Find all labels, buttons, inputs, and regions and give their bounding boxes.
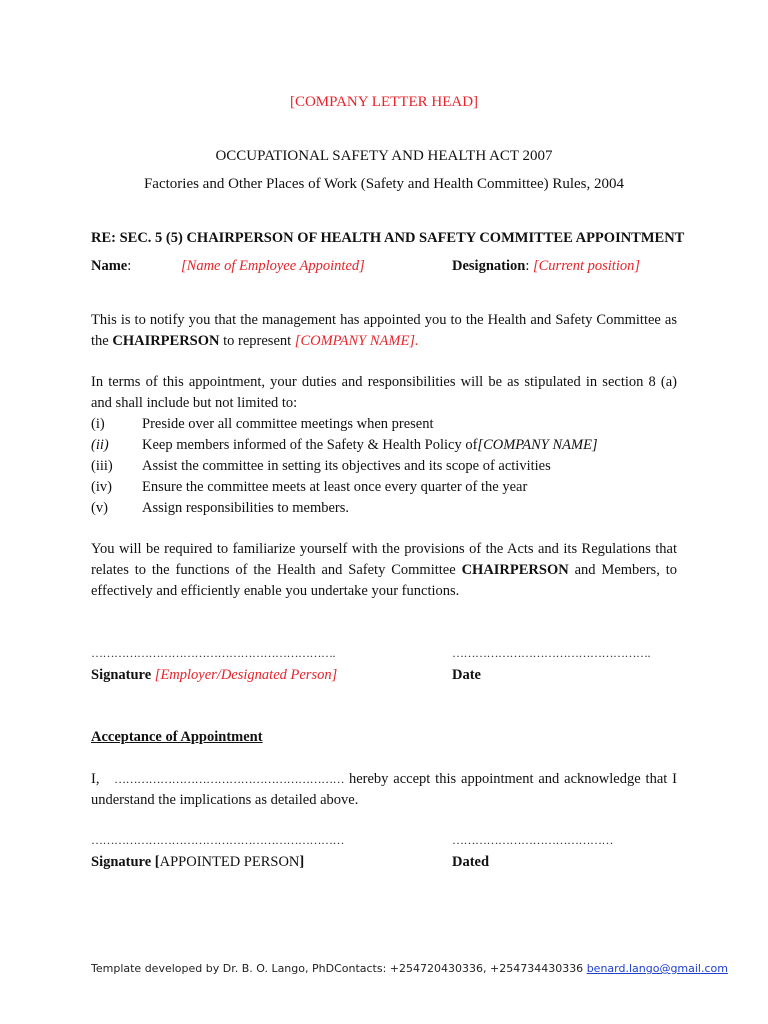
list-item: (iii) Assist the committee in setting its objectives and its scope of activities	[91, 458, 551, 474]
notify-paragraph	[91, 310, 677, 352]
appointee-role: APPOINTED PERSON	[159, 854, 300, 870]
acceptance-paragraph	[91, 769, 677, 811]
designation-label: Designation	[452, 258, 526, 274]
notify-role: CHAIRPERSON	[112, 333, 220, 349]
acceptance-name-line: ……………………………………………………	[114, 772, 345, 786]
notify-text-2: to represent	[219, 333, 295, 349]
notify-text-1: This is to notify you that the management has appointed you to the Health and Safety Committee as the	[91, 312, 677, 349]
company-name-placeholder: [COMPANY NAME].	[294, 333, 419, 349]
name-value: [Name of Employee Appointed]	[181, 258, 365, 274]
rules-line: Factories and Other Places of Work (Safety and Health Committee) Rules, 2004	[143, 176, 625, 192]
acceptance-text-start: I,	[91, 771, 100, 787]
familiarize-text-1: You will be required to familiarize yourself with the provisions of the Acts and its Regulations that relates to the functions of the Health and Safety Committee	[91, 541, 677, 578]
list-item: (ii) Keep members informed of the Safety & Health Policy of [COMPANY NAME]	[91, 437, 598, 453]
list-item: (iv) Ensure the committee meets at least once every quarter of the year	[91, 479, 528, 495]
name-colon: :	[127, 258, 132, 274]
designation-colon: :	[525, 258, 530, 274]
name-row	[91, 258, 131, 275]
re-subject-line: RE: SEC. 5 (5) CHAIRPERSON OF HEALTH AND SAFETY COMMITTEE APPOINTMENT	[91, 230, 685, 246]
appointee-signature-label: Signature [APPOINTED PERSON]	[91, 854, 305, 870]
date-label: Date	[452, 667, 481, 683]
duties-intro: In terms of this appointment, your duties and responsibilities will be as stipulated in section 8 (a) and shall include but not limited to:	[91, 374, 677, 411]
employer-signature-label: Signature [Employer/Designated Person]	[91, 667, 338, 683]
dated-line: ……………………………………	[452, 833, 613, 847]
familiarize-paragraph	[91, 539, 677, 602]
employer-role-placeholder: [Employer/Designated Person]	[154, 667, 338, 683]
letterhead-placeholder: [COMPANY LETTER HEAD]	[289, 94, 479, 110]
acceptance-text-rest: hereby accept this appointment and acknowledge that I understand the implications as detailed above.	[91, 771, 677, 808]
dated-label: Dated	[452, 854, 490, 870]
signature-line-employer: ……………………………………………………….	[91, 646, 335, 660]
designation-row	[452, 258, 640, 275]
date-line: …………………………………………….	[452, 646, 650, 660]
footer-credit: Template developed by Dr. B. O. Lango, PhDContacts: +254720430336, +254734430336	[91, 962, 587, 975]
act-title: OCCUPATIONAL SAFETY AND HEALTH ACT 2007	[215, 148, 553, 164]
list-item: (v) Assign responsibilities to members.	[91, 500, 350, 516]
designation-value: [Current position]	[532, 258, 641, 274]
familiarize-role: CHAIRPERSON	[461, 562, 569, 578]
footer	[91, 962, 728, 975]
duties-list	[91, 414, 677, 519]
name-label: Name	[91, 258, 128, 274]
signature-line-appointee: …………………………………………………………	[91, 833, 344, 847]
footer-email-link[interactable]: benard.lango@gmail.com	[586, 962, 728, 975]
acceptance-heading: Acceptance of Appointment	[91, 729, 263, 745]
familiarize-text-2: and Members, to effectively and efficiently enable you undertake your functions.	[91, 562, 677, 599]
list-item: (i) Preside over all committee meetings when present	[91, 416, 434, 432]
